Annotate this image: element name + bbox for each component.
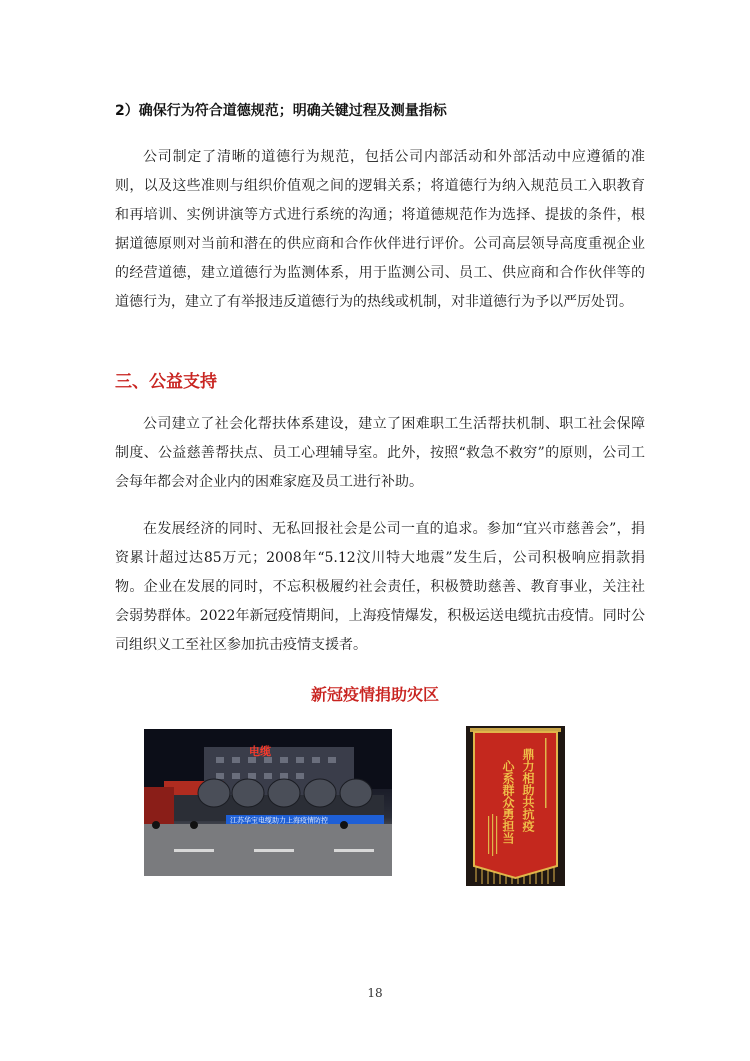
section-title-public-welfare: 三、公益支持 xyxy=(115,372,217,392)
truck-banner-text: 江苏华宝电缆助力上海疫情防控 xyxy=(230,816,328,825)
truck-sign-text: 电缆 xyxy=(249,745,271,758)
subheading-ethics: 2）确保行为符合道德规范；明确关键过程及测量指标 xyxy=(115,103,447,119)
pennant-illustration xyxy=(466,726,565,886)
pennant-line-2: 心系群众勇担当 xyxy=(501,760,515,844)
figure-caption: 新冠疫情捐助灾区 xyxy=(310,685,439,704)
photo-honor-pennant xyxy=(466,726,565,886)
paragraph-charity: 在发展经济的同时、无私回报社会是公司一直的追求。参加“宜兴市慈善会”，捐资累计超过达85万元；2008年“5.12汶川特大地震”发生后，公司积极响应捐款捐物。企业在发展的同时，不忘积极履约社会责任，积极赞助慈善、教育事业，关注社会弱势群体。2022年新冠疫情期间，上海疫情爆发，积极运送电缆抗击疫情。同时公司组织义工至社区参加抗击疫情支援者。 xyxy=(115,521,645,653)
pennant-line-1: 鼎力相助共抗疫 xyxy=(521,748,535,832)
page-number: 18 xyxy=(367,986,383,1000)
paragraph-welfare-system: 公司建立了社会化帮扶体系建设，建立了困难职工生活帮扶机制、职工社会保障制度、公益慈善帮扶点、员工心理辅导室。此外，按照“救急不救穷”的原则，公司工会每年都会对企业内的困难家庭及员工进行补助。 xyxy=(115,416,645,490)
photo-cable-truck xyxy=(144,729,392,876)
truck-scene-illustration xyxy=(144,729,392,876)
paragraph-ethics: 公司制定了清晰的道德行为规范，包括公司内部活动和外部活动中应遵循的准则，以及这些准则与组织价值观之间的逻辑关系；将道德行为纳入规范员工入职教育和再培训、实例讲演等方式进行系统的沟通；将道德规范作为选择、提拔的条件，根据道德原则对当前和潜在的供应商和合作伙伴进行评价。公司高层领导高度重视企业的经营道德，建立道德行为监测体系，用于监测公司、员工、供应商和合作伙伴等的道德行为，建立了有举报违反道德行为的热线或机制，对非道德行为予以严厉处罚。 xyxy=(115,149,645,310)
